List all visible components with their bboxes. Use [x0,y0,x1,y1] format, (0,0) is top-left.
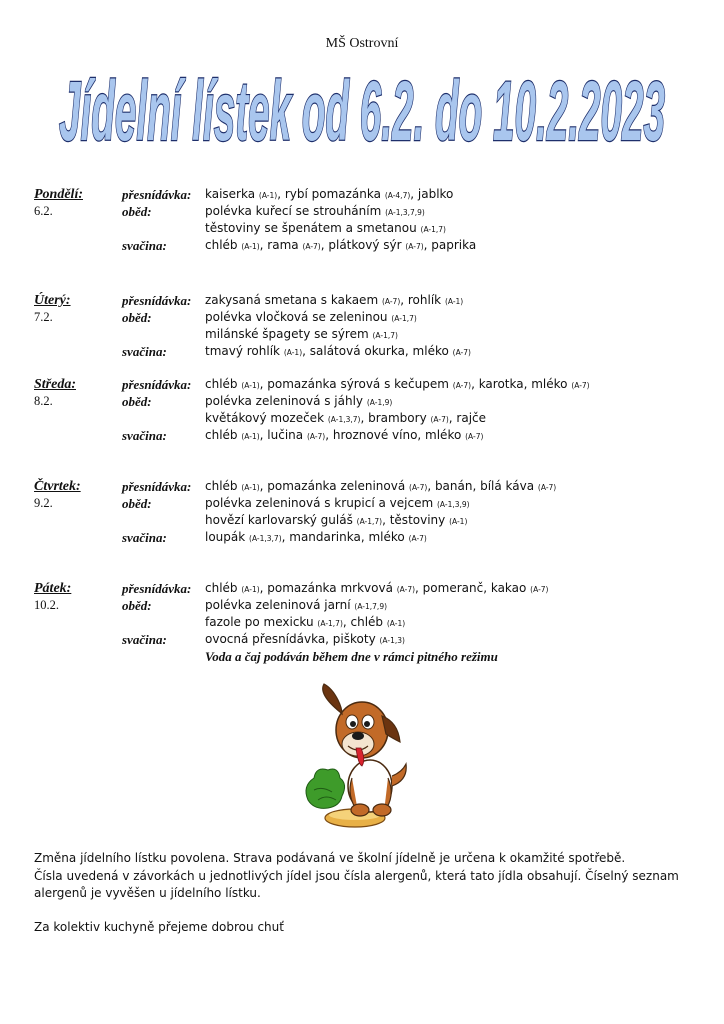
day-name: Úterý: [34,293,71,308]
dish-text: polévka zeleninová jarní [205,598,355,612]
meal-row [34,512,694,529]
dish-text: , pomeranč, kakao [415,581,531,595]
day-spacer [34,343,122,360]
day-spacer [34,631,122,648]
footer-closing: Za kolektiv kuchyně přejeme dobrou chuť [34,919,284,934]
meal-type: oběd: [122,598,152,613]
dish-text: , jablko [410,187,454,201]
meal-row [34,376,694,393]
day-block [34,376,694,444]
day-date: 9.2. [34,496,53,510]
day-spacer [34,648,122,665]
meal-row [34,410,694,427]
meal-items [205,427,694,444]
meal-items [205,326,694,343]
dish-text: chléb [205,581,242,595]
meal-type: oběd: [122,496,152,511]
meal-row [34,597,694,614]
day-spacer [34,529,122,546]
day-spacer [34,614,122,631]
dish-text: , lučina [259,428,307,442]
dish-text: polévka kuřecí se strouháním [205,204,386,218]
meal-row [34,220,694,237]
dish-text: milánské špagety se sýrem [205,327,373,341]
meal-items [205,309,694,326]
meal-items [205,631,694,648]
dish-text: , karotka, mléko [471,377,572,391]
meal-items [205,529,694,546]
meal-type: přesnídávka: [122,187,192,202]
allergen-code: (A-7) [537,483,557,492]
dish-text: chléb [205,479,242,493]
dish-text: chléb [205,377,242,391]
allergen-code: (A-7) [306,432,326,441]
dish-text: , hroznové víno, mléko [325,428,466,442]
meal-type [122,512,205,529]
allergen-code: (A-7) [405,242,424,251]
meal-type: svačina: [122,632,167,647]
allergen-code: (A-1) [283,348,303,357]
allergen-code: (A-1,9) [366,398,393,407]
meal-items [205,495,694,512]
allergen-code: (A-4,7) [384,191,411,200]
meal-items [205,343,694,360]
dish-text: kaiserka [205,187,259,201]
dish-text: polévka vločková se zeleninou [205,310,392,324]
meal-row [34,309,694,326]
dish-text: těstoviny se špenátem a smetanou [205,221,421,235]
dish-text: , salátová okurka, mléko [302,344,453,358]
day-spacer [34,410,122,427]
menu-title [0,62,724,158]
meal-type: přesnídávka: [122,581,192,596]
day-block [34,186,694,254]
meal-type: oběd: [122,394,152,409]
meal-type: přesnídávka: [122,479,192,494]
dish-text: , rajče [448,411,487,425]
meal-row [34,427,694,444]
day-spacer [34,512,122,529]
dish-text: zakysaná smetana s kakaem [205,293,382,307]
day-name: Pondělí: [34,187,83,202]
allergen-code: (A-1,7,9) [354,602,388,611]
meal-row [34,478,694,495]
dish-text: chléb [205,238,242,252]
dish-text: hovězí karlovarský guláš [205,513,357,527]
allergen-code: (A-1) [386,619,406,628]
allergen-code: (A-1,3,7,9) [385,208,425,217]
meal-row [34,614,694,631]
day-name: Pátek: [34,581,72,596]
day-block [34,478,694,546]
dish-text: květákový mozeček [205,411,328,425]
meal-items [205,292,694,309]
dish-text: , rohlík [400,293,445,307]
dish-text: , brambory [360,411,431,425]
meal-type: přesnídávka: [122,293,192,308]
dish-text: tmavý rohlík [205,344,284,358]
dish-text: , rybí pomazánka [277,187,385,201]
meal-row [34,495,694,512]
allergen-code: (A-1,3) [379,636,405,645]
meal-type [122,410,205,427]
allergen-code: (A-1) [449,517,468,526]
meal-items [205,597,694,614]
day-date: 7.2. [34,310,53,324]
day-date: 10.2. [34,598,59,612]
dish-text: , chléb [342,615,387,629]
allergen-code: (A-7) [409,483,428,492]
allergen-code: (A-7) [381,297,401,306]
allergen-code: (A-1) [258,191,278,200]
footer-line-change: Změna jídelního lístku povolena. Strava podávaná ve školní jídelně je určena k okamžité spotřebě. [34,851,626,865]
allergen-code: (A-1,3,7) [249,534,282,543]
meal-type [122,220,205,237]
allergen-code: (A-7) [571,381,590,390]
meal-type: přesnídávka: [122,377,192,392]
meal-items [205,478,694,495]
day-spacer [34,326,122,343]
allergen-code: (A-7) [452,381,472,390]
meal-row [34,393,694,410]
dish-text: , banán, bílá káva [427,479,538,493]
dish-text: fazole po mexicku [205,615,318,629]
dish-text: , rama [259,238,303,252]
meal-row [34,631,694,648]
dish-text: polévka zeleninová s jáhly [205,394,367,408]
meal-items [205,410,694,427]
meal-type: svačina: [122,428,167,443]
day-spacer [34,220,122,237]
day-name: Středa: [34,377,76,392]
allergen-code: (A-1,3,7) [327,415,361,424]
allergen-code: (A-7) [430,415,449,424]
meal-type: oběd: [122,204,152,219]
allergen-code: (A-7) [396,585,416,594]
dish-text: polévka zeleninová s krupicí a vejcem [205,496,437,510]
meal-type: svačina: [122,238,167,253]
dish-text: , těstoviny [382,513,450,527]
meal-items [205,376,694,393]
school-name: MŠ Ostrovní [325,36,399,51]
dish-text: , mandarinka, mléko [281,530,409,544]
dish-text: loupák [205,530,250,544]
meal-row [34,580,694,597]
day-date: 6.2. [34,204,53,218]
day-spacer [34,427,122,444]
allergen-code: (A-1) [241,381,260,390]
allergen-code: (A-1,3,9) [436,500,470,509]
meal-row [34,529,694,546]
meal-items [205,220,694,237]
allergen-code: (A-7) [530,585,549,594]
meal-row [34,203,694,220]
meal-items [205,237,694,254]
meal-items [205,203,694,220]
menu-title-text: Jídelní lístek od 6.2. do 10.2.2023 [59,64,665,158]
allergen-code: (A-1) [241,585,260,594]
footer-line-allergens: Čísla uvedená v závorkách u jednotlivých jídel jsou čísla alergenů, která tato jídla obsahují. Číselný seznam alergenů je vyvěšen u jídelního lístku. [34,868,679,900]
meal-items [205,393,694,410]
day-block [34,580,694,665]
allergen-code: (A-1,7) [317,619,343,628]
allergen-code: (A-1,7) [420,225,446,234]
drinking-note: Voda a čaj podáván během dne v rámci pitného režimu [205,649,498,664]
allergen-code: (A-1,7) [372,331,398,340]
meal-type [122,326,205,343]
allergen-code: (A-1) [241,432,260,441]
meal-items [205,614,694,631]
dish-text: chléb [205,428,242,442]
allergen-code: (A-1) [444,297,464,306]
day-spacer [34,237,122,254]
allergen-code: (A-1,7) [356,517,383,526]
dish-text: , paprika [423,238,477,252]
allergen-code: (A-7) [408,534,427,543]
dish-text: ovocná přesnídávka, piškoty [205,632,380,646]
dog-icon [300,682,420,832]
day-date: 8.2. [34,394,53,408]
meal-row [34,186,694,203]
day-name: Čtvrtek: [34,479,81,494]
day-block [34,292,694,360]
drinking-note-row [34,648,694,665]
dish-text: , pomazánka zeleninová [259,479,410,493]
meal-type [122,614,205,631]
allergen-code: (A-1) [241,483,260,492]
dish-text: , plátkový sýr [320,238,406,252]
meal-type [122,648,205,665]
meal-row [34,343,694,360]
meal-row [34,292,694,309]
meal-row [34,237,694,254]
meal-items [205,186,694,203]
allergen-code: (A-7) [465,432,484,441]
footer-note [34,850,694,936]
allergen-code: (A-1,7) [391,314,417,323]
meal-items [205,512,694,529]
dish-text: , pomazánka mrkvová [259,581,397,595]
dish-text: , pomazánka sýrová s kečupem [259,377,453,391]
allergen-code: (A-1) [241,242,260,251]
meal-type: oběd: [122,310,152,325]
allergen-code: (A-7) [302,242,321,251]
meal-row [34,326,694,343]
allergen-code: (A-7) [452,348,471,357]
meal-items [205,580,694,597]
meal-type: svačina: [122,344,167,359]
meal-type: svačina: [122,530,167,545]
